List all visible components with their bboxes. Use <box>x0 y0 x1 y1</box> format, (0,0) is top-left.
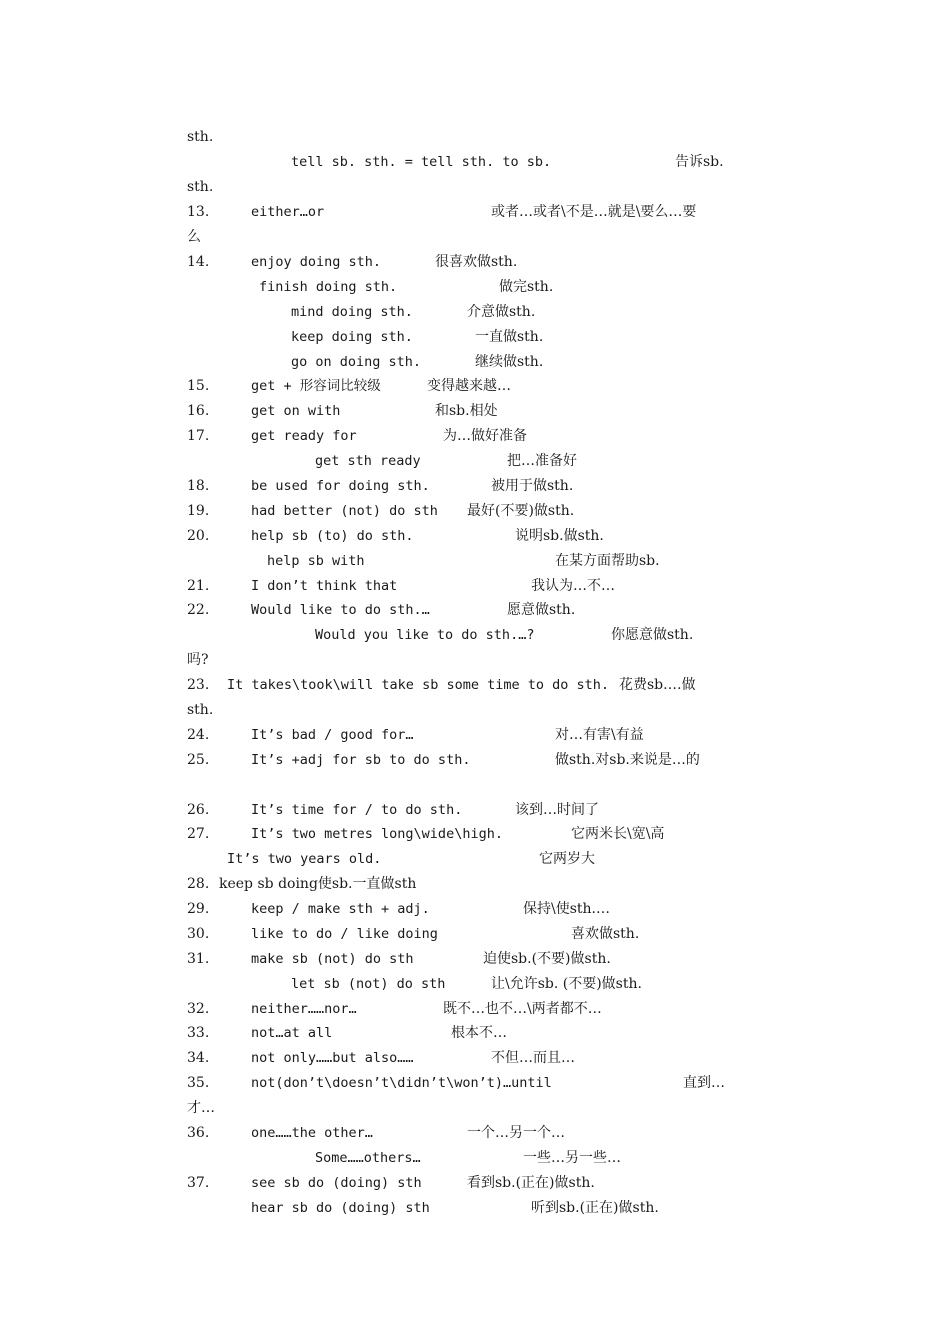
phrase: get ready for <box>251 428 357 444</box>
meaning: 它两米长\宽\高 <box>571 826 665 842</box>
meaning: 在某方面帮助sb. <box>555 553 660 569</box>
phrase: be used for doing sth. <box>251 478 430 494</box>
item-number: 16. <box>187 403 210 419</box>
meaning: 迫使sb.(不要)做sth. <box>483 951 611 967</box>
phrase: get sth ready <box>315 453 421 469</box>
phrase: go on doing sth. <box>291 354 422 370</box>
meaning: 一个…另一个… <box>467 1125 565 1141</box>
item-number: 29. <box>187 901 210 917</box>
phrase: mind doing sth. <box>291 304 413 320</box>
meaning: 说明sb.做sth. <box>515 528 604 544</box>
phrase: keep / make sth + adj. <box>251 901 430 917</box>
phrase: finish doing sth. <box>259 279 398 295</box>
phrase: help sb (to) do sth. <box>251 528 414 544</box>
phrase: not…at all <box>251 1025 333 1041</box>
phrase: Some……others… <box>315 1150 421 1166</box>
meaning: 它两岁大 <box>539 851 595 867</box>
meaning: 既不…也不…\两者都不… <box>443 1001 602 1017</box>
meaning: 根本不… <box>451 1025 507 1041</box>
meaning: 该到…时间了 <box>515 802 599 818</box>
meaning: 把…准备好 <box>507 453 577 469</box>
phrase: like to do / like doing <box>251 926 438 942</box>
phrase: enjoy doing sth. <box>251 254 382 270</box>
item-number: 30. <box>187 926 210 942</box>
item-number: 14. <box>187 254 210 270</box>
meaning: 和sb.相处 <box>435 403 498 419</box>
phrase: It takes\took\will take sb some time to do sth. <box>227 677 610 693</box>
phrase: hear sb do (doing) sth <box>251 1200 430 1216</box>
phrase: get on with <box>251 403 341 419</box>
item-number: 32. <box>187 1001 210 1017</box>
item-number: 15. <box>187 378 210 394</box>
meaning: 听到sb.(正在)做sth. <box>531 1200 659 1216</box>
meaning: 保持\使sth.… <box>523 901 610 917</box>
item-number: 25. <box>187 752 210 768</box>
text-line: sth. <box>187 702 214 718</box>
meaning: 喜欢做sth. <box>571 926 640 942</box>
meaning: 介意做sth. <box>467 304 536 320</box>
meaning: 做sth.对sb.来说是…的 <box>555 752 700 768</box>
meaning: 我认为…不… <box>531 578 615 594</box>
item-number: 17. <box>187 428 210 444</box>
item-number: 13. <box>187 204 210 220</box>
phrase: neither……nor… <box>251 1001 357 1017</box>
meaning: 你愿意做sth. <box>611 627 694 643</box>
item-number: 22. <box>187 602 210 618</box>
phrase: not(don’t\doesn’t\didn’t\won’t)…until <box>251 1075 552 1091</box>
phrase: either…or <box>251 204 325 220</box>
text-line: 才… <box>187 1100 215 1116</box>
item-number: 34. <box>187 1050 210 1066</box>
phrase: help sb with <box>267 553 365 569</box>
text-line: 么 <box>187 229 201 245</box>
phrase: not only……but also…… <box>251 1050 414 1066</box>
item-number: 27. <box>187 826 210 842</box>
item-number: 33. <box>187 1025 210 1041</box>
item-number: 26. <box>187 802 210 818</box>
meaning: 或者…或者\不是…就是\要么…要 <box>491 204 697 220</box>
phrase: It’s two years old. <box>227 851 382 867</box>
phrase: let sb (not) do sth <box>291 976 446 992</box>
text-line: 吗? <box>187 652 209 668</box>
phrase: It’s time for / to do sth. <box>251 802 463 818</box>
phrase: Would like to do sth.… <box>251 602 430 618</box>
meaning: 很喜欢做sth. <box>435 254 518 270</box>
meaning: 被用于做sth. <box>491 478 574 494</box>
phrase: make sb (not) do sth <box>251 951 414 967</box>
meaning: 愿意做sth. <box>507 602 576 618</box>
phrase: get + 形容词比较级 <box>251 378 381 394</box>
meaning: 一些…另一些… <box>523 1150 621 1166</box>
meaning: 看到sb.(正在)做sth. <box>467 1175 595 1191</box>
phrase: tell sb. sth. = tell sth. to sb. <box>291 154 552 170</box>
meaning: 变得越来越… <box>427 378 511 394</box>
item-number: 36. <box>187 1125 210 1141</box>
phrase: It’s +adj for sb to do sth. <box>251 752 471 768</box>
phrase: see sb do (doing) sth <box>251 1175 422 1191</box>
phrase: It’s bad / good for… <box>251 727 414 743</box>
phrase: Would you like to do sth.…? <box>315 627 535 643</box>
item-number: 28. <box>187 876 210 892</box>
meaning: 继续做sth. <box>475 354 544 370</box>
item-number: 24. <box>187 727 210 743</box>
text-line: sth. <box>187 129 214 145</box>
meaning: 不但…而且… <box>491 1050 575 1066</box>
item-number: 20. <box>187 528 210 544</box>
item-number: 19. <box>187 503 210 519</box>
meaning: 最好(不要)做sth. <box>467 503 575 519</box>
phrase: It’s two metres long\wide\high. <box>251 826 503 842</box>
meaning: 一直做sth. <box>475 329 544 345</box>
phrase: keep doing sth. <box>291 329 413 345</box>
meaning: 对…有害\有益 <box>555 727 644 743</box>
meaning: 花费sb.…做 <box>619 677 696 693</box>
item-number: 31. <box>187 951 210 967</box>
meaning: 让\允许sb. (不要)做sth. <box>491 976 642 992</box>
meaning: 为…做好准备 <box>443 428 527 444</box>
phrase: I don’t think that <box>251 578 398 594</box>
item-number: 21. <box>187 578 210 594</box>
phrase: keep sb doing使sb.一直做sth <box>219 876 417 892</box>
meaning: 做完sth. <box>499 279 554 295</box>
phrase: had better (not) do sth <box>251 503 438 519</box>
text-line: sth. <box>187 179 214 195</box>
item-number: 23. <box>187 677 210 693</box>
item-number: 18. <box>187 478 210 494</box>
meaning: 直到… <box>683 1075 725 1091</box>
phrase: one……the other… <box>251 1125 373 1141</box>
item-number: 37. <box>187 1175 210 1191</box>
item-number: 35. <box>187 1075 210 1091</box>
meaning: 告诉sb. <box>675 154 724 170</box>
